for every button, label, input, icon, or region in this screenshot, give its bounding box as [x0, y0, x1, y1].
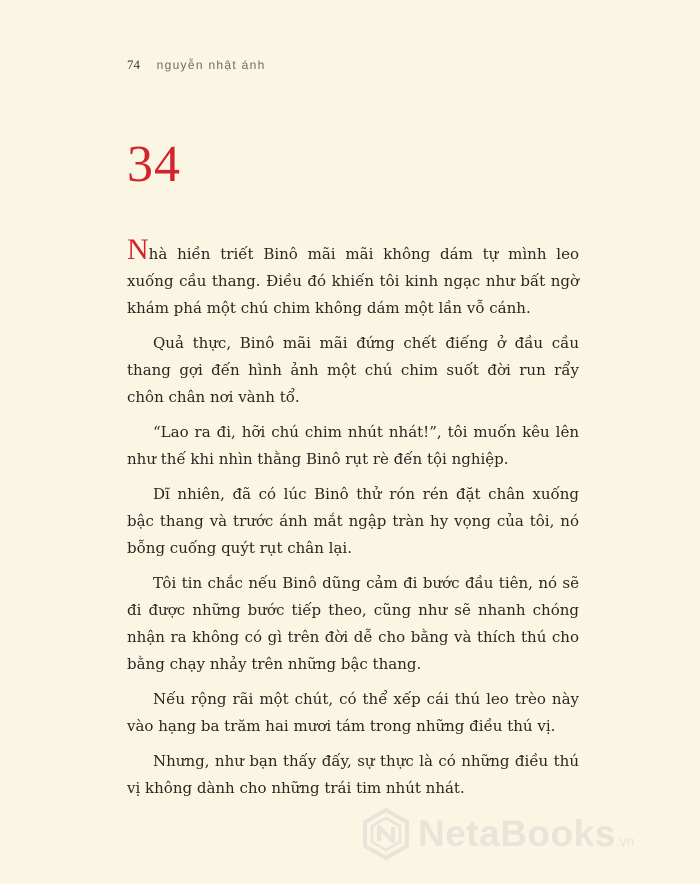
paragraph-text: hà hiền triết Binô mãi mãi không dám tự mình leo xuống cầu thang. Điều đó khiến tôi kinh ngạc như bất ngờ khám phá một chú chim không dám một lần vỗ cánh. [127, 245, 579, 317]
watermark-brand: NetaBooks [418, 813, 616, 854]
netabooks-logo-icon [362, 808, 410, 860]
paragraph: Quả thực, Binô mãi mãi đứng chết điếng ở đầu cầu thang gợi đến hình ảnh một chú chim suốt đời run rẩy chôn chân nơi vành tổ. [127, 334, 579, 406]
chapter-number: 34 [127, 136, 181, 193]
paragraph: Tôi tin chắc nếu Binô dũng cảm đi bước đầu tiên, nó sẽ đi được những bước tiếp theo, cũng như sẽ nhanh chóng nhận ra không có gì trên đời dễ cho bằng và thích thú cho bằng chạy nhảy trên những bậc thang. [127, 574, 579, 673]
paragraph: “Lao ra đi, hỡi chú chim nhút nhát!”, tôi muốn kêu lên như thế khi nhìn thằng Binô rụt rè đến tội nghiệp. [127, 423, 579, 468]
chapter-body [127, 233, 579, 810]
paragraph: Dĩ nhiên, đã có lúc Binô thử rón rén đặt chân xuống bậc thang và trước ánh mắt ngập tràn hy vọng của tôi, nó bỗng cuống quýt rụt chân lại. [127, 485, 579, 557]
netabooks-watermark [362, 808, 634, 860]
author-name: nguyễn nhật ánh [156, 58, 266, 72]
watermark-text [418, 813, 634, 855]
paragraph: Nếu rộng rãi một chút, có thể xếp cái thú leo trèo này vào hạng ba trăm hai mươi tám trong những điều thú vị. [127, 690, 579, 735]
running-header [127, 57, 266, 73]
paragraph: Nhưng, như bạn thấy đấy, sự thực là có những điều thú vị không dành cho những trái tim nhút nhát. [127, 752, 579, 797]
paragraph [127, 233, 579, 322]
drop-cap: N [127, 233, 149, 266]
watermark-suffix: .vn [615, 833, 635, 849]
page-number: 74 [127, 57, 140, 72]
